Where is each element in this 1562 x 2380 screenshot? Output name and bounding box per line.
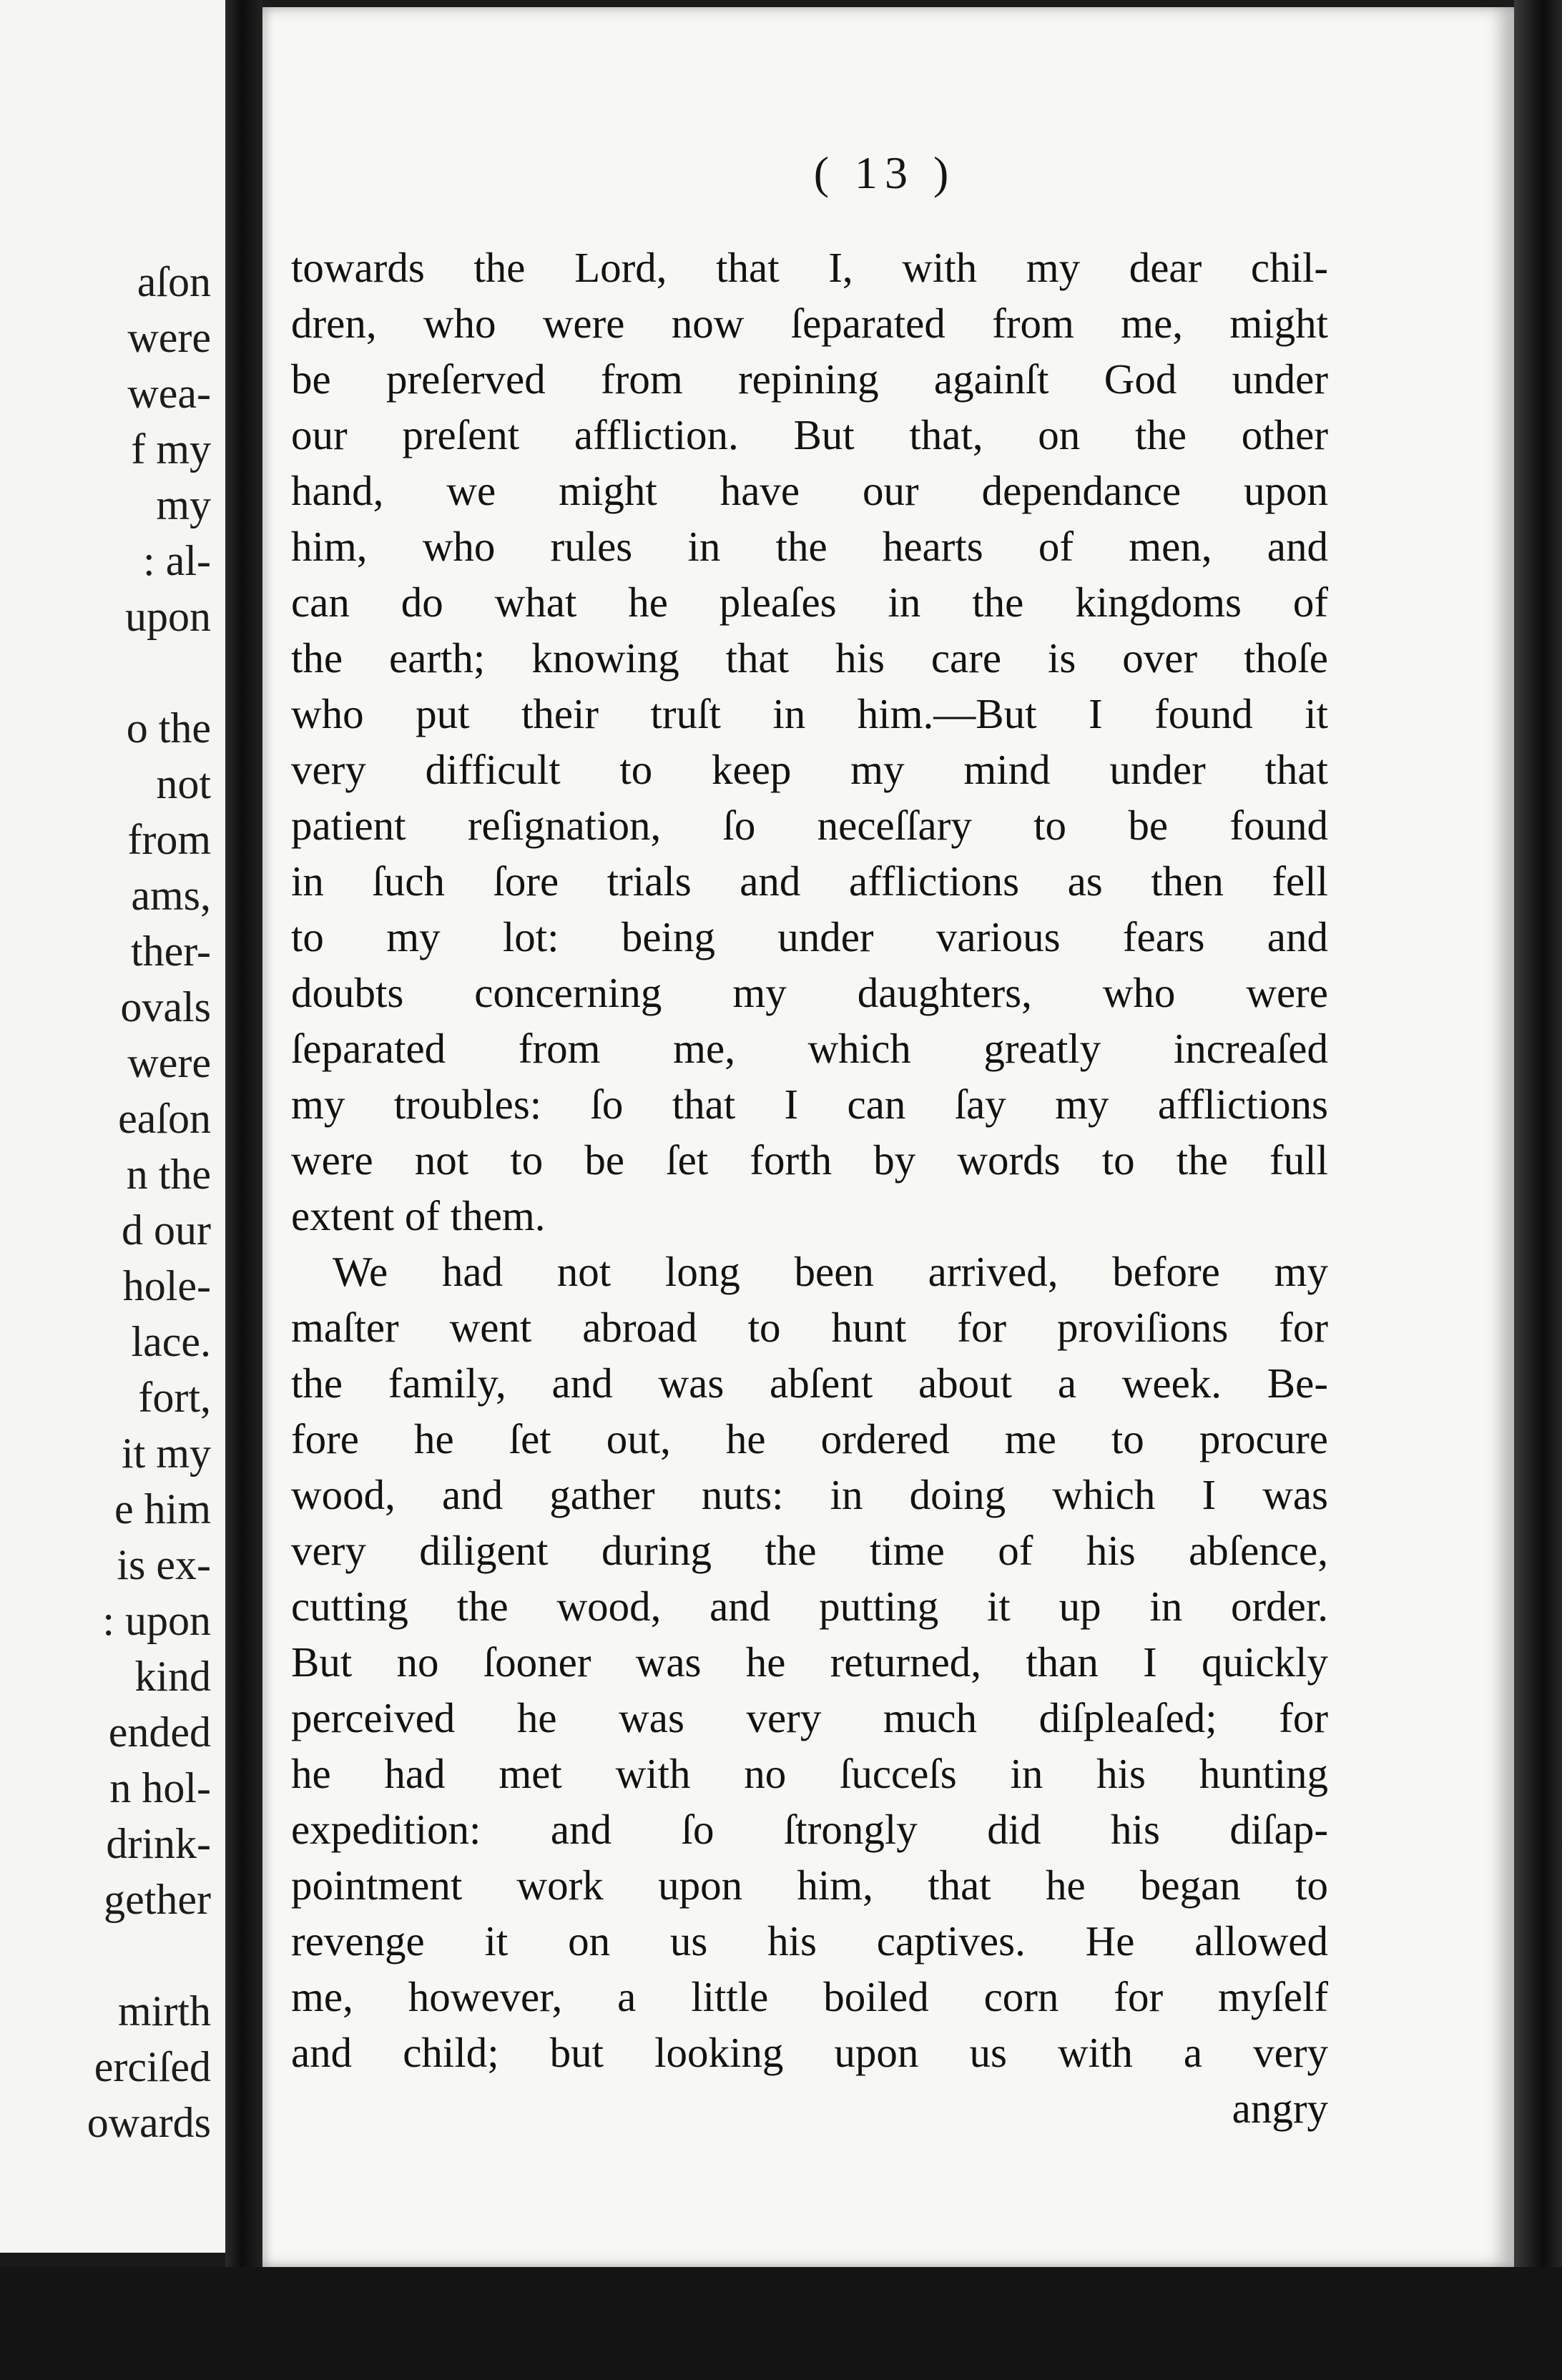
text-line: me, however, a little boiled corn for myſelf <box>291 1973 1328 2020</box>
facing-fragment: : al- <box>143 537 211 584</box>
text-line: perceived he was very much diſpleaſed; for <box>291 1694 1328 1741</box>
text-line: revenge it on us his captives. He allowed <box>291 1917 1328 1965</box>
text-line: expedition: and ſo ſtrongly did his diſap- <box>291 1806 1328 1853</box>
facing-fragment: not <box>156 760 211 807</box>
facing-fragment: o the <box>126 704 211 752</box>
text-line-paragraph-start: We had not long been arrived, before my <box>333 1248 1328 1295</box>
page-number: ( 13 ) <box>813 147 956 198</box>
text-line: were not to be ſet forth by words to the full <box>291 1136 1328 1184</box>
text-line: pointment work upon him, that he began to <box>291 1862 1328 1909</box>
facing-fragment: kind <box>134 1653 211 1700</box>
text-line: patient reſignation, ſo neceſſary to be found <box>291 802 1328 849</box>
text-line: doubts concerning my daughters, who were <box>291 969 1328 1016</box>
book-page <box>262 7 1514 2267</box>
facing-fragment: it my <box>121 1430 211 1477</box>
text-line: him, who rules in the hearts of men, and <box>291 523 1328 570</box>
scan-bottom-margin <box>0 2267 1562 2380</box>
facing-fragment: from <box>127 816 211 863</box>
facing-fragment: gether <box>104 1876 211 1923</box>
text-line: can do what he pleaſes in the kingdoms of <box>291 579 1328 626</box>
text-line: hand, we might have our dependance upon <box>291 467 1328 514</box>
text-line: who put their truſt in him.—But I found it <box>291 690 1328 737</box>
facing-fragment: : upon <box>102 1597 211 1644</box>
facing-fragment: e him <box>114 1485 211 1533</box>
facing-fragment: ther- <box>130 928 211 975</box>
text-line: fore he ſet out, he ordered me to procure <box>291 1415 1328 1462</box>
text-line: the family, and was abſent about a week. Be- <box>291 1359 1328 1407</box>
facing-fragment: is ex- <box>117 1541 211 1588</box>
facing-fragment: aſon <box>137 258 211 305</box>
text-line: to my lot: being under various fears and <box>291 913 1328 960</box>
facing-fragment: n the <box>126 1151 211 1198</box>
facing-fragment: wea- <box>127 370 211 417</box>
facing-fragment: d our <box>122 1206 211 1254</box>
facing-fragment: f my <box>131 426 211 473</box>
facing-fragment: eaſon <box>118 1095 211 1142</box>
facing-fragment: hole- <box>122 1262 211 1309</box>
text-line: my troubles: ſo that I can ſay my afflictions <box>291 1081 1328 1128</box>
facing-fragment: fort, <box>138 1374 211 1421</box>
facing-fragment: ovals <box>120 983 211 1031</box>
text-line: and child; but looking upon us with a very <box>291 2029 1328 2076</box>
text-line: maſter went abroad to hunt for proviſions for <box>291 1304 1328 1351</box>
facing-fragment: lace. <box>131 1318 211 1365</box>
book-gutter <box>225 0 262 2380</box>
text-line: very difficult to keep my mind under that <box>291 746 1328 793</box>
page-edge <box>1514 0 1562 2380</box>
facing-fragment: were <box>127 1039 211 1086</box>
text-line: the earth; knowing that his care is over thoſe <box>291 634 1328 682</box>
text-line: our preſent affliction. But that, on the other <box>291 411 1328 458</box>
text-line: he had met with no ſucceſs in his hunting <box>291 1750 1328 1797</box>
text-line: in ſuch ſore trials and afflictions as then fell <box>291 857 1328 905</box>
facing-fragment: ended <box>108 1708 211 1756</box>
facing-fragment: upon <box>125 593 211 640</box>
text-line-paragraph-end: extent of them. <box>291 1192 546 1239</box>
text-line: cutting the wood, and putting it up in order. <box>291 1583 1328 1630</box>
text-line: But no ſooner was he returned, than I quickly <box>291 1638 1328 1686</box>
facing-fragment: were <box>127 314 211 361</box>
facing-fragment: erciſed <box>94 2043 211 2090</box>
facing-fragment: ams, <box>131 872 211 919</box>
text-line: wood, and gather nuts: in doing which I was <box>291 1471 1328 1518</box>
facing-fragment: drink- <box>106 1820 211 1867</box>
facing-page <box>0 0 225 2253</box>
catchword: angry <box>1232 2085 1328 2132</box>
text-line: be preſerved from repining againſt God under <box>291 355 1328 403</box>
text-line: dren, who were now ſeparated from me, might <box>291 300 1328 347</box>
page-body-text <box>291 240 1328 2136</box>
facing-fragment: n hol- <box>109 1764 211 1811</box>
facing-fragment: my <box>156 481 211 528</box>
text-line: towards the Lord, that I, with my dear chil- <box>291 244 1328 291</box>
facing-fragment: mirth <box>118 1987 211 2035</box>
text-line: very diligent during the time of his abſence, <box>291 1527 1328 1574</box>
text-line: ſeparated from me, which greatly increaſed <box>291 1025 1328 1072</box>
facing-fragment: owards <box>87 2099 211 2146</box>
